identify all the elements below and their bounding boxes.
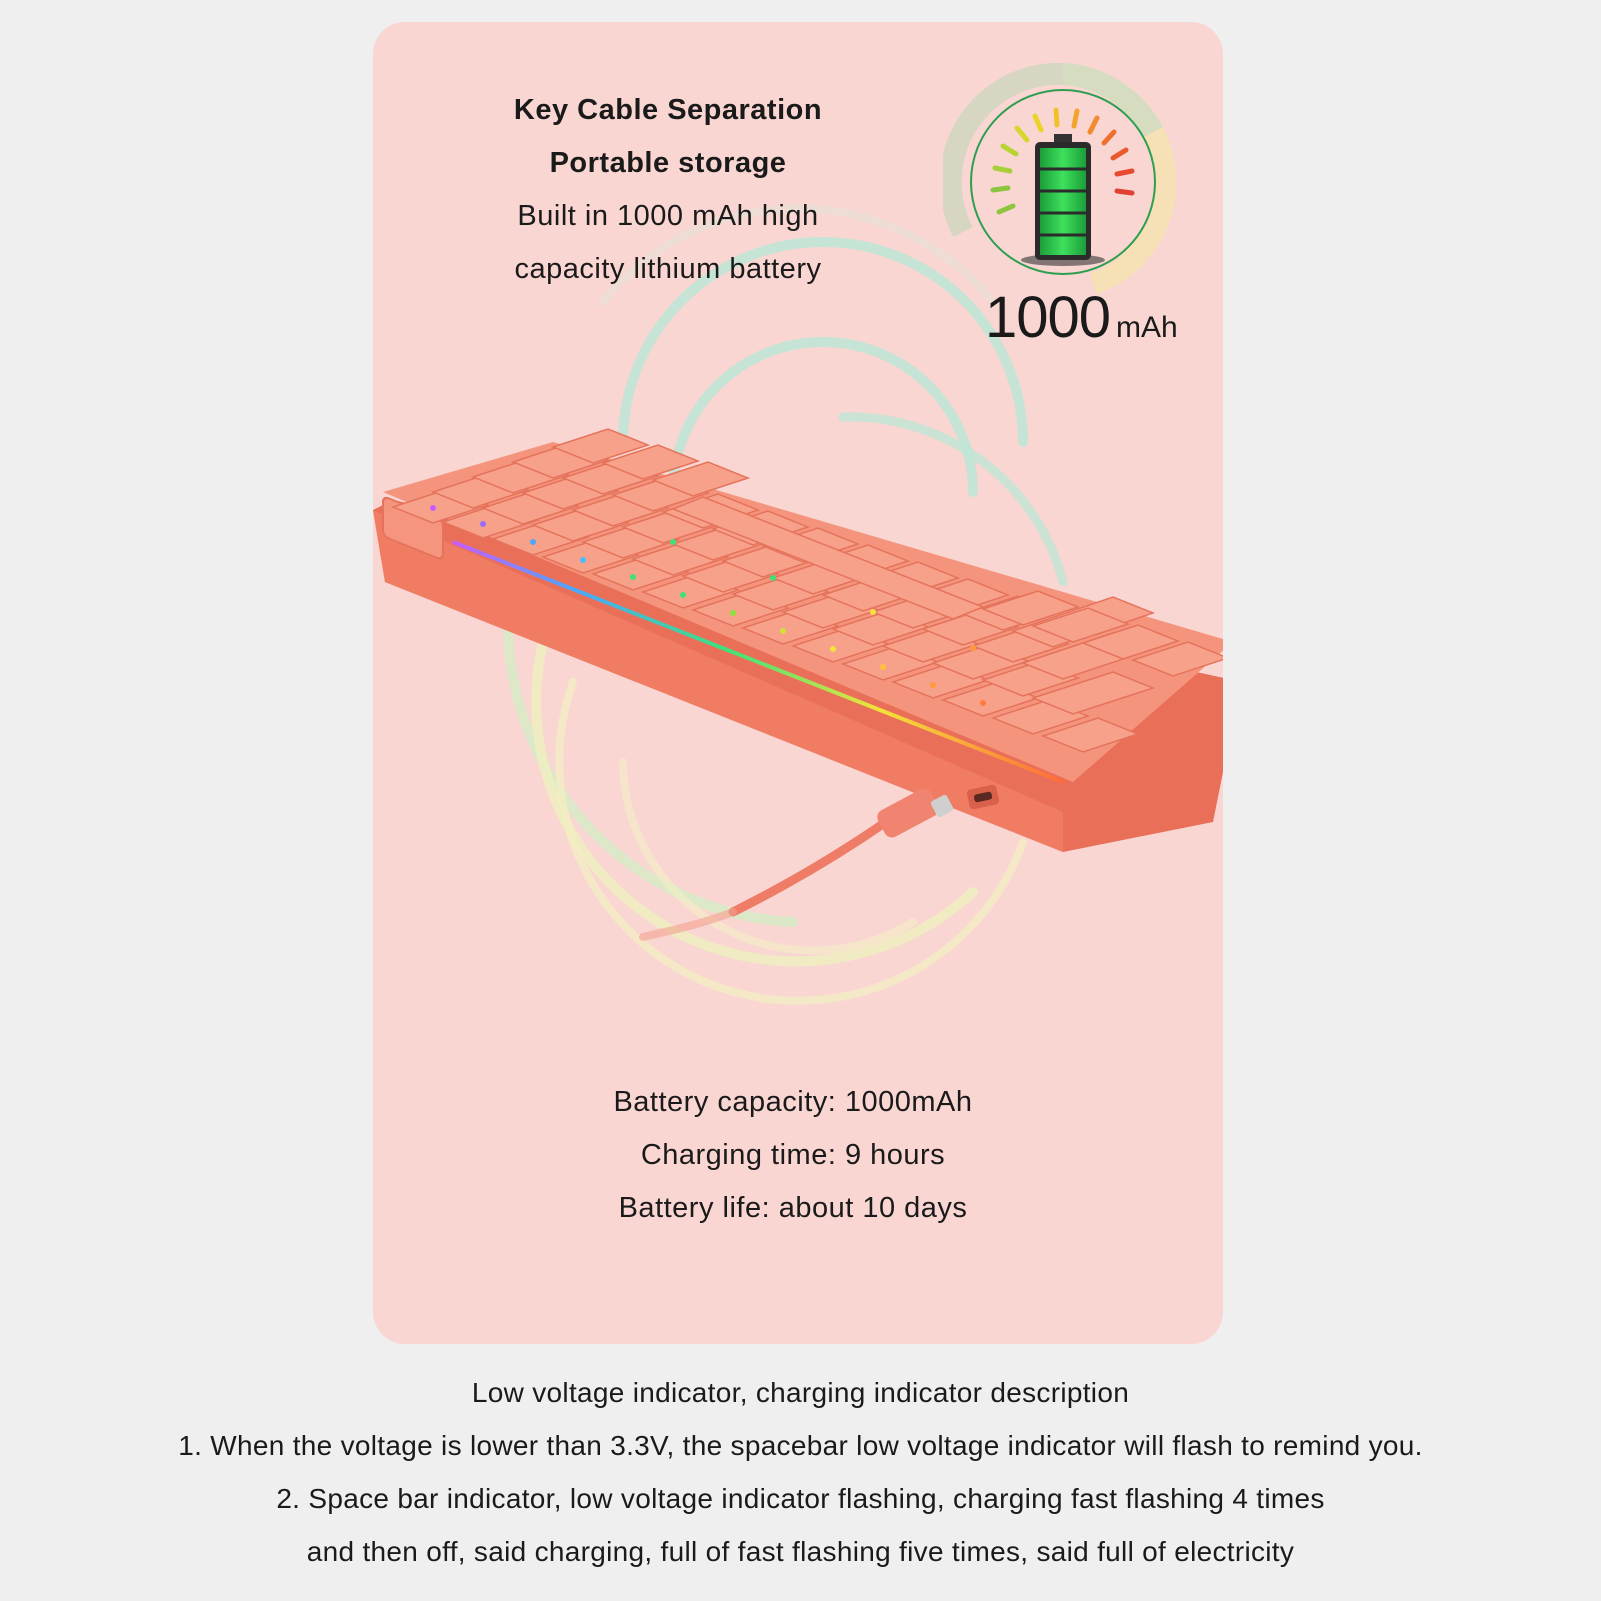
spec-battery-life: Battery life: about 10 days xyxy=(618,1192,968,1224)
headline-subtitle: Portable storage xyxy=(549,147,787,179)
capacity-unit: mAh xyxy=(1116,311,1178,344)
headline-text-line-1: Built in 1000 mAh high xyxy=(517,200,819,232)
capacity-number: 1000 xyxy=(985,285,1111,350)
headline-title: Key Cable Separation xyxy=(513,94,823,126)
product-panel xyxy=(373,22,1223,1344)
description-item-2-line-2: and then off, said charging, full of fast flashing five times, said full of electricity xyxy=(306,1536,1295,1567)
description-item-2-line-1: 2. Space bar indicator, low voltage indicator flashing, charging fast flashing 4 times xyxy=(276,1483,1325,1514)
description-item-1: 1. When the voltage is lower than 3.3V, the spacebar low voltage indicator will flash to remind you. xyxy=(178,1430,1423,1461)
headline-text-line-2: capacity lithium battery xyxy=(514,253,822,285)
usb-c-cable-icon xyxy=(643,786,954,937)
spec-battery-capacity: Battery capacity: 1000mAh xyxy=(613,1086,973,1118)
battery-specs xyxy=(523,1076,1063,1235)
indicator-description xyxy=(0,1366,1601,1578)
spec-charging-time: Charging time: 9 hours xyxy=(640,1139,946,1171)
description-title: Low voltage indicator, charging indicator description xyxy=(471,1377,1130,1408)
